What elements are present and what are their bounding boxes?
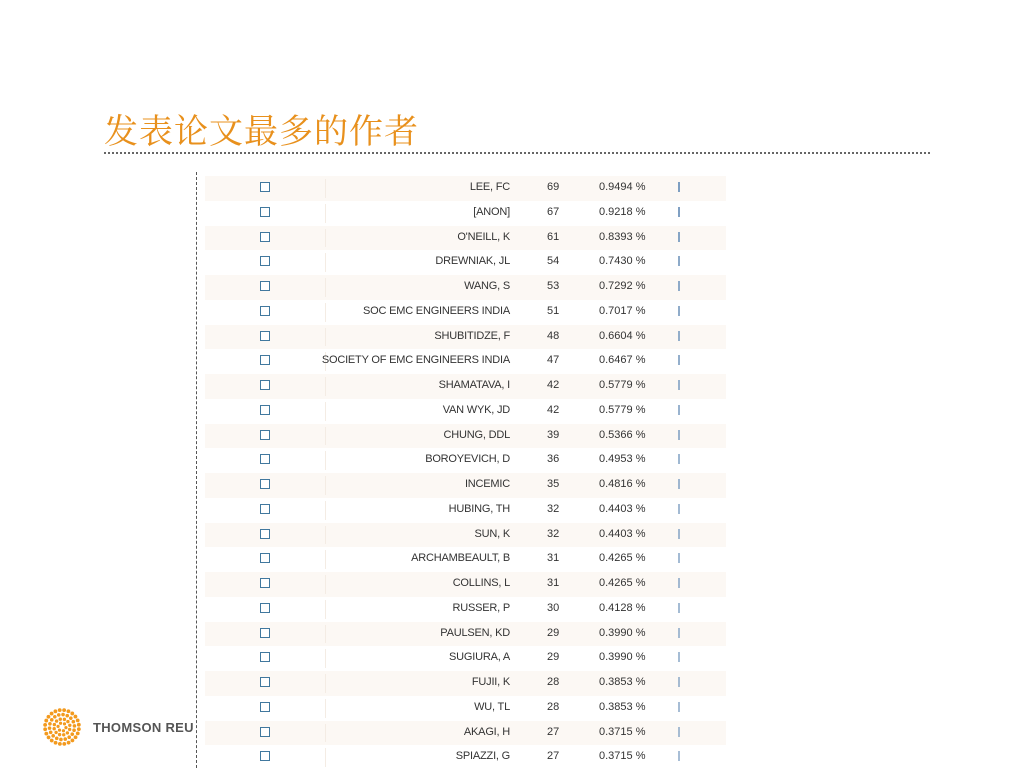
- table-row: [205, 498, 726, 523]
- row-checkbox[interactable]: [260, 430, 270, 440]
- author-name: SOC EMC ENGINEERS INDIA: [363, 304, 510, 317]
- author-name: [ANON]: [473, 205, 510, 218]
- record-percent: 0.9494 %: [599, 181, 646, 193]
- row-checkbox[interactable]: [260, 504, 270, 514]
- table-row: [205, 250, 726, 275]
- record-count: 36: [547, 453, 560, 466]
- record-count: 42: [547, 379, 560, 391]
- table-row: [205, 671, 726, 696]
- author-name: BOROYEVICH, D: [425, 453, 510, 466]
- record-percent: 0.6604 %: [599, 329, 646, 342]
- table-row: [205, 523, 726, 548]
- record-count: 53: [547, 280, 560, 292]
- row-checkbox[interactable]: [260, 652, 270, 662]
- author-name: INCEMIC: [464, 478, 510, 490]
- author-name: SHUBITIDZE, F: [434, 329, 510, 342]
- column-separator: [325, 229, 326, 248]
- author-name: CHUNG, DDL: [443, 428, 510, 441]
- record-percent: 0.4265 %: [599, 577, 646, 589]
- record-percent: 0.6467 %: [599, 354, 646, 367]
- row-checkbox[interactable]: [260, 405, 270, 415]
- record-count: 42: [547, 403, 560, 416]
- column-separator: [325, 328, 326, 347]
- column-separator: [325, 699, 326, 718]
- author-name: O'NEILL, K: [457, 230, 510, 243]
- author-name: SUGIURA, A: [449, 651, 510, 664]
- record-percent: 0.5779 %: [599, 379, 646, 391]
- row-checkbox[interactable]: [260, 578, 270, 588]
- record-percent: 0.4128 %: [599, 601, 646, 614]
- record-percent: 0.3715 %: [599, 750, 646, 763]
- column-separator: [325, 649, 326, 668]
- percent-bar: [678, 677, 680, 687]
- record-count: 39: [547, 428, 560, 441]
- column-separator: [325, 402, 326, 421]
- column-separator: [325, 476, 326, 495]
- percent-bar: [678, 331, 680, 341]
- row-checkbox[interactable]: [260, 306, 270, 316]
- row-checkbox[interactable]: [260, 331, 270, 341]
- record-count: 51: [547, 304, 560, 317]
- column-separator: [325, 278, 326, 297]
- record-count: 61: [547, 230, 560, 243]
- percent-bar: [678, 405, 680, 415]
- percent-bar: [678, 628, 680, 638]
- author-name: AKAGI, H: [463, 725, 510, 738]
- percent-bar: [678, 553, 680, 563]
- thomson-reuters-logo-icon: [40, 707, 88, 747]
- record-count: 31: [547, 577, 560, 589]
- percent-bar: [678, 306, 680, 316]
- table-row: [205, 597, 726, 622]
- table-row: [205, 448, 726, 473]
- table-row: [205, 721, 726, 746]
- record-percent: 0.3990 %: [599, 651, 646, 664]
- author-name: VAN WYK, JD: [442, 403, 510, 416]
- column-separator: [325, 427, 326, 446]
- table-row: [205, 696, 726, 721]
- logo-text: THOMSON REU: [93, 720, 194, 735]
- record-percent: 0.4953 %: [599, 453, 646, 466]
- author-name: RUSSER, P: [452, 601, 510, 614]
- record-percent: 0.7017 %: [599, 304, 646, 317]
- record-percent: 0.4265 %: [599, 552, 646, 565]
- table-row: [205, 745, 726, 770]
- row-checkbox[interactable]: [260, 355, 270, 365]
- record-percent: 0.3990 %: [599, 626, 646, 639]
- record-percent: 0.7292 %: [599, 280, 646, 292]
- author-name: ARCHAMBEAULT, B: [411, 552, 510, 565]
- percent-bar: [678, 454, 680, 464]
- column-separator: [325, 625, 326, 644]
- percent-bar: [678, 232, 680, 242]
- table-row: [205, 275, 726, 300]
- vertical-divider: [196, 172, 197, 768]
- row-checkbox[interactable]: [260, 751, 270, 761]
- percent-bar: [678, 578, 680, 588]
- record-count: 54: [547, 255, 560, 268]
- table-row: [205, 399, 726, 424]
- record-count: 48: [547, 329, 560, 342]
- table-row: [205, 349, 726, 374]
- record-percent: 0.4403 %: [599, 527, 646, 540]
- percent-bar: [678, 207, 680, 217]
- row-checkbox[interactable]: [260, 454, 270, 464]
- column-separator: [325, 303, 326, 322]
- percent-bar: [678, 727, 680, 737]
- column-separator: [325, 550, 326, 569]
- record-percent: 0.5779 %: [599, 403, 646, 416]
- author-name: HUBING, TH: [448, 502, 510, 515]
- author-name: DREWNIAK, JL: [435, 255, 510, 268]
- column-separator: [325, 179, 326, 198]
- author-name: COLLINS, L: [452, 577, 510, 589]
- percent-bar: [678, 182, 680, 192]
- table-row: [205, 300, 726, 325]
- record-count: 67: [547, 205, 560, 218]
- record-percent: 0.3715 %: [599, 725, 646, 738]
- table-row: [205, 572, 726, 597]
- table-row: [205, 201, 726, 226]
- record-percent: 0.9218 %: [599, 205, 646, 218]
- percent-bar: [678, 529, 680, 539]
- page-title: 发表论文最多的作者: [104, 112, 419, 152]
- author-name: SHAMATAVA, I: [438, 379, 510, 391]
- percent-bar: [678, 281, 680, 291]
- column-separator: [325, 526, 326, 545]
- record-count: 47: [547, 354, 560, 367]
- thomson-reuters-logo: [40, 707, 196, 747]
- record-percent: 0.4403 %: [599, 502, 646, 515]
- table-row: [205, 176, 726, 201]
- percent-bar: [678, 380, 680, 390]
- column-separator: [325, 377, 326, 396]
- percent-bar: [678, 430, 680, 440]
- author-name: SOCIETY OF EMC ENGINEERS INDIA: [321, 354, 510, 367]
- record-percent: 0.7430 %: [599, 255, 646, 268]
- record-count: 30: [547, 601, 560, 614]
- title-divider: [104, 152, 930, 154]
- row-checkbox[interactable]: [260, 603, 270, 613]
- author-name: SPIAZZI, G: [455, 750, 510, 763]
- author-name: PAULSEN, KD: [440, 626, 510, 639]
- row-checkbox[interactable]: [260, 479, 270, 489]
- record-count: 29: [547, 626, 560, 639]
- column-separator: [325, 253, 326, 272]
- column-separator: [325, 575, 326, 594]
- record-count: 29: [547, 651, 560, 664]
- author-name: WANG, S: [464, 280, 510, 292]
- row-checkbox[interactable]: [260, 553, 270, 563]
- author-name: WU, TL: [474, 700, 510, 713]
- percent-bar: [678, 504, 680, 514]
- record-percent: 0.5366 %: [599, 428, 646, 441]
- percent-bar: [678, 355, 680, 365]
- column-separator: [325, 501, 326, 520]
- table-row: [205, 424, 726, 449]
- record-percent: 0.8393 %: [599, 230, 646, 243]
- record-percent: 0.3853 %: [599, 676, 646, 688]
- percent-bar: [678, 603, 680, 613]
- row-checkbox[interactable]: [260, 232, 270, 242]
- table-row: [205, 374, 726, 399]
- percent-bar: [678, 479, 680, 489]
- row-checkbox[interactable]: [260, 628, 270, 638]
- column-separator: [325, 204, 326, 223]
- table-row: [205, 226, 726, 251]
- row-checkbox[interactable]: [260, 529, 270, 539]
- row-checkbox[interactable]: [260, 677, 270, 687]
- column-separator: [325, 600, 326, 619]
- record-count: 27: [547, 725, 560, 738]
- table-row: [205, 325, 726, 350]
- record-count: 28: [547, 700, 560, 713]
- record-count: 27: [547, 750, 560, 763]
- record-count: 28: [547, 676, 560, 688]
- table-row: [205, 646, 726, 671]
- table-row: [205, 547, 726, 572]
- row-checkbox[interactable]: [260, 207, 270, 217]
- record-count: 35: [547, 478, 560, 490]
- table-row: [205, 622, 726, 647]
- row-checkbox[interactable]: [260, 256, 270, 266]
- row-checkbox[interactable]: [260, 281, 270, 291]
- author-name: SUN, K: [474, 527, 510, 540]
- record-count: 32: [547, 502, 560, 515]
- record-count: 32: [547, 527, 560, 540]
- column-separator: [325, 674, 326, 693]
- percent-bar: [678, 751, 680, 761]
- record-count: 31: [547, 552, 560, 565]
- percent-bar: [678, 256, 680, 266]
- row-checkbox[interactable]: [260, 182, 270, 192]
- percent-bar: [678, 702, 680, 712]
- record-percent: 0.4816 %: [599, 478, 646, 490]
- row-checkbox[interactable]: [260, 380, 270, 390]
- column-separator: [325, 451, 326, 470]
- record-count: 69: [547, 181, 560, 193]
- percent-bar: [678, 652, 680, 662]
- author-name: LEE, FC: [469, 181, 510, 193]
- author-table: [205, 176, 726, 770]
- author-name: FUJII, K: [471, 676, 510, 688]
- column-separator: [325, 724, 326, 743]
- record-percent: 0.3853 %: [599, 700, 646, 713]
- row-checkbox[interactable]: [260, 702, 270, 712]
- column-separator: [325, 748, 326, 767]
- row-checkbox[interactable]: [260, 727, 270, 737]
- table-row: [205, 473, 726, 498]
